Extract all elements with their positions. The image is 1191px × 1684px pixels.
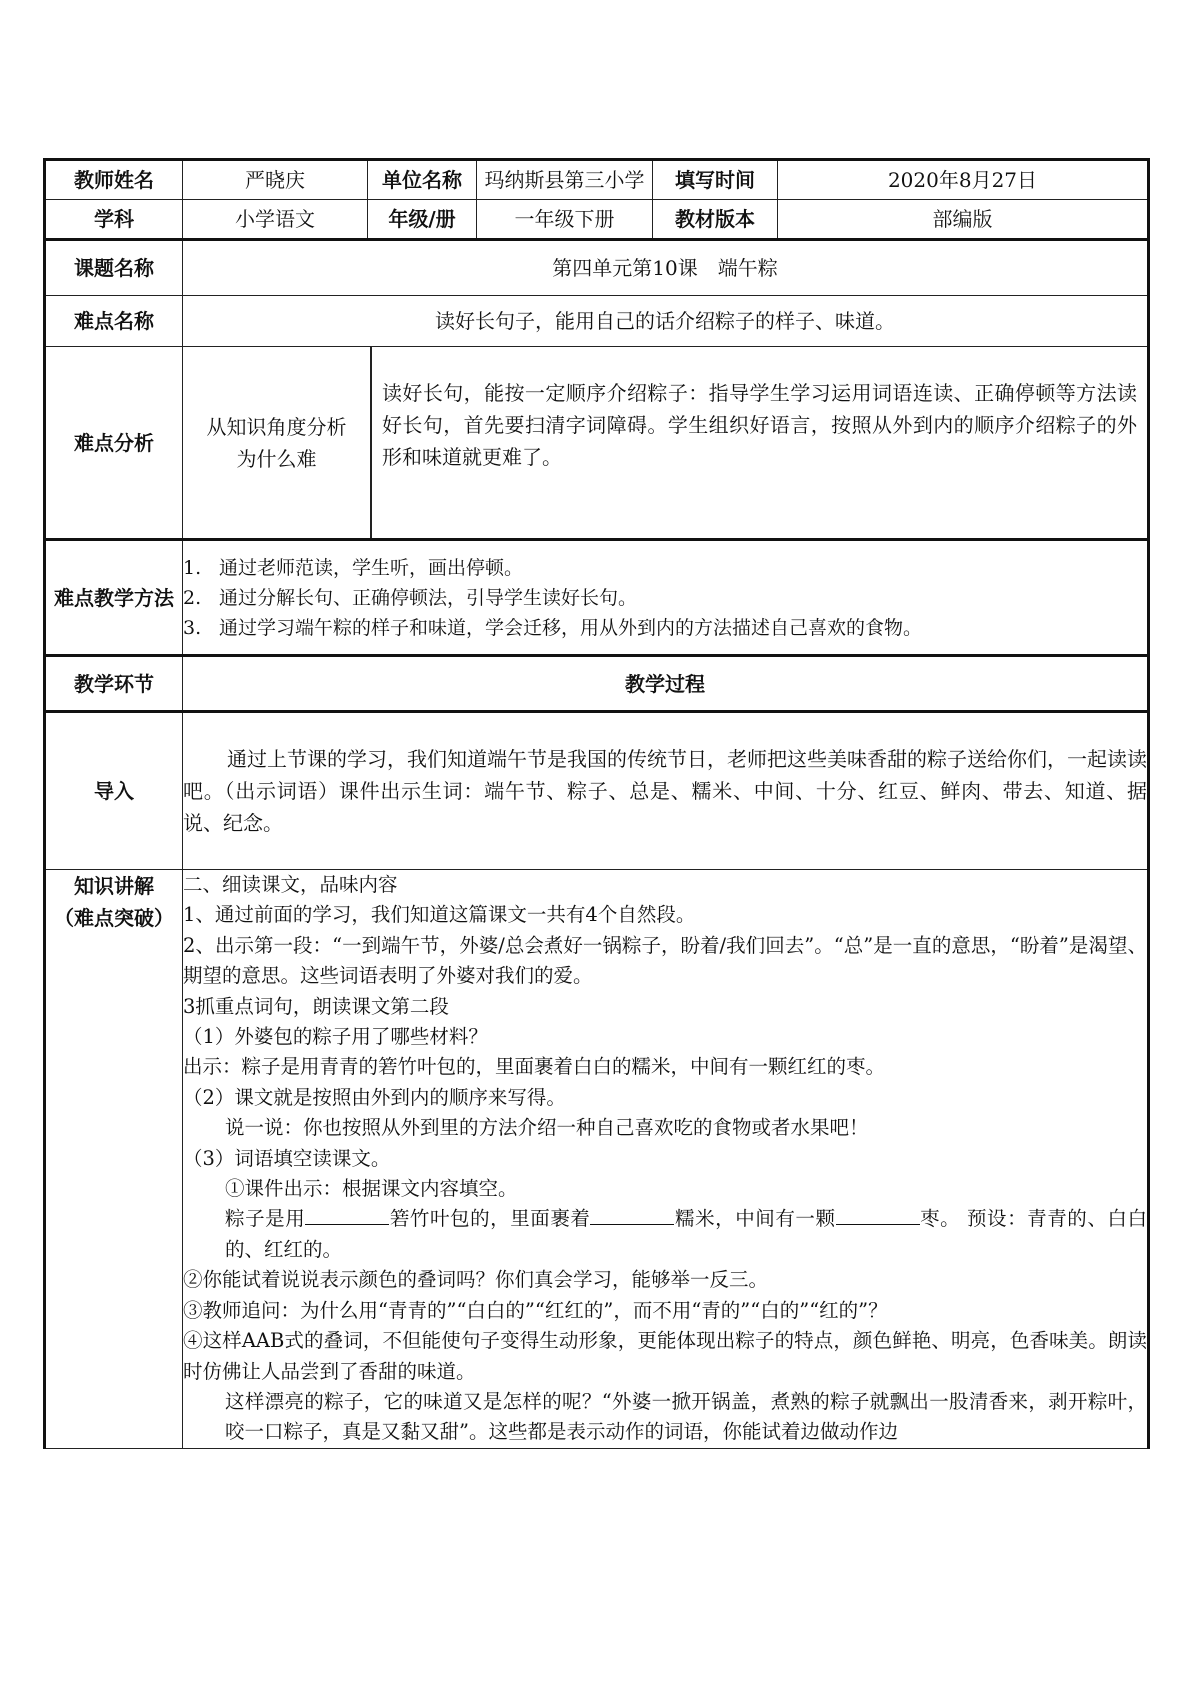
knowledge-content [183, 870, 1149, 1449]
text-span: 箬竹叶包的，里面裹着 [389, 1207, 591, 1231]
knowledge-label-line2: （难点突破） [54, 906, 174, 930]
text-span: 糯米，中间有一颗 [674, 1207, 836, 1231]
paragraph: ①课件出示：根据课文内容填空。 [225, 1177, 518, 1201]
grade-label: 年级/册 [368, 200, 477, 240]
paragraph: （2）课文就是按照由外到内的顺序来写得。 [183, 1085, 566, 1109]
info-row-1 [45, 160, 1149, 200]
knowledge-label [45, 870, 183, 1449]
analysis-inner-table [183, 347, 1147, 538]
knowledge-row [45, 870, 1149, 1449]
analysis-label: 难点分析 [45, 347, 183, 540]
method-text: 通过老师范读，学生听，画出停顿。 [219, 556, 524, 579]
intro-text: 通过上节课的学习，我们知道端午节是我国的传统节日，老师把这些美味香甜的粽子送给你们，一起读读吧。（出示词语）课件出示生词：端午节、粽子、总是、糯米、中间、十分、红豆、鲜肉、带去、知道、据说、纪念。 [183, 747, 1147, 835]
blank-line [305, 1204, 389, 1225]
method-number: 1. [183, 556, 202, 579]
intro-row [45, 712, 1149, 870]
methods-label: 难点教学方法 [45, 540, 183, 656]
process-title: 教学过程 [183, 656, 1149, 712]
process-stage-label: 教学环节 [45, 656, 183, 712]
difficulty-label: 难点名称 [45, 296, 183, 347]
methods-list [183, 540, 1149, 656]
intro-cell [183, 712, 1149, 870]
paragraph: ③教师追问：为什么用“青青的”“白白的”“红红的”，而不用“青的”“白的”“红的”？ [183, 1298, 888, 1322]
process-header-row [45, 656, 1149, 712]
info-row-2 [45, 200, 1149, 240]
method-text: 通过学习端午粽的样子和味道，学会迁移，用从外到内的方法描述自己喜欢的食物。 [219, 616, 923, 639]
paragraph: （3）词语填空读课文。 [183, 1146, 391, 1170]
intro-label: 导入 [45, 712, 183, 870]
blank-line [836, 1204, 920, 1225]
unit-name-label: 单位名称 [368, 160, 477, 200]
text-span: 粽子是用 [225, 1207, 306, 1231]
paragraph: 说一说：你也按照从外到里的方法介绍一种自己喜欢吃的食物或者水果吧！ [225, 1116, 869, 1140]
unit-name-value: 玛纳斯县第三小学 [477, 160, 653, 200]
method-number: 2. [183, 586, 202, 609]
analysis-cell [183, 347, 1149, 540]
analysis-sub-label: 从知识角度分析为什么难 [183, 347, 371, 538]
paragraph: （1）外婆包的粽子用了哪些材料？ [183, 1025, 488, 1049]
paragraph: 这样漂亮的粽子，它的味道又是怎样的呢？“外婆一掀开锅盖，煮熟的粽子就飘出一股清香来，剥开粽叶，咬一口粽子，真是又黏又甜”。这些都是表示动作的词语，你能试着边做动作边 [225, 1389, 1147, 1444]
teacher-name-label: 教师姓名 [45, 160, 183, 200]
analysis-text [371, 347, 1147, 538]
lesson-plan-table [43, 158, 1150, 1449]
method-item [183, 583, 1147, 613]
paragraph: 3抓重点词句，朗读课文第二段 [183, 994, 449, 1018]
paragraph: 2、出示第一段：“一到端午节，外婆/总会煮好一锅粽子，盼着/我们回去”。“总”是一直的意思，“盼着”是渴望、期望的意思。这些词语表明了外婆对我们的爱。 [183, 933, 1147, 988]
paragraph: 二、细读课文，品味内容 [183, 873, 398, 896]
difficulty-value: 读好长句子，能用自己的话介绍粽子的样子、味道。 [183, 296, 1149, 347]
subject-label: 学科 [45, 200, 183, 240]
edition-value: 部编版 [778, 200, 1149, 240]
topic-label: 课题名称 [45, 240, 183, 296]
paragraph: ②你能试着说说表示颜色的叠词吗？你们真会学习，能够举一反三。 [183, 1268, 769, 1292]
grade-value: 一年级下册 [477, 200, 653, 240]
method-text: 通过分解长句、正确停顿法，引导学生读好长句。 [219, 586, 638, 609]
fill-time-label: 填写时间 [653, 160, 778, 200]
paragraph: 1、通过前面的学习，我们知道这篇课文一共有4个自然段。 [183, 903, 696, 927]
edition-label: 教材版本 [653, 200, 778, 240]
method-item [183, 613, 1147, 643]
fill-time-value: 2020年8月27日 [778, 160, 1149, 200]
paragraph: ④这样AAB式的叠词，不但能使句子变得生动形象，更能体现出粽子的特点，颜色鲜艳、明亮，色香味美。朗读时仿佛让人品尝到了香甜的味道。 [183, 1329, 1147, 1383]
blank-line [590, 1204, 674, 1225]
fill-blank-paragraph [183, 1204, 1147, 1265]
method-item [183, 553, 1147, 583]
topic-value: 第四单元第10课 端午粽 [183, 240, 1149, 296]
method-number: 3. [183, 616, 202, 639]
analysis-paragraph: 读好长句，能按一定顺序介绍粽子：指导学生学习运用词语连读、正确停顿等方法读好长句，首先要扫清字词障碍。学生组织好语言，按照从外到内的顺序介绍粽子的外形和味道就更难了。 [382, 380, 1137, 469]
topic-row [45, 240, 1149, 296]
subject-value: 小学语文 [183, 200, 368, 240]
knowledge-label-line1: 知识讲解 [74, 874, 154, 898]
text-span: 枣。 预设：青青的、白白的、红红的。 [225, 1207, 1147, 1261]
difficulty-row [45, 296, 1149, 347]
analysis-row [45, 347, 1149, 540]
teacher-name-value: 严晓庆 [183, 160, 368, 200]
methods-row [45, 540, 1149, 656]
paragraph: 出示：粽子是用青青的箬竹叶包的，里面裹着白白的糯米，中间有一颗红红的枣。 [183, 1055, 886, 1079]
